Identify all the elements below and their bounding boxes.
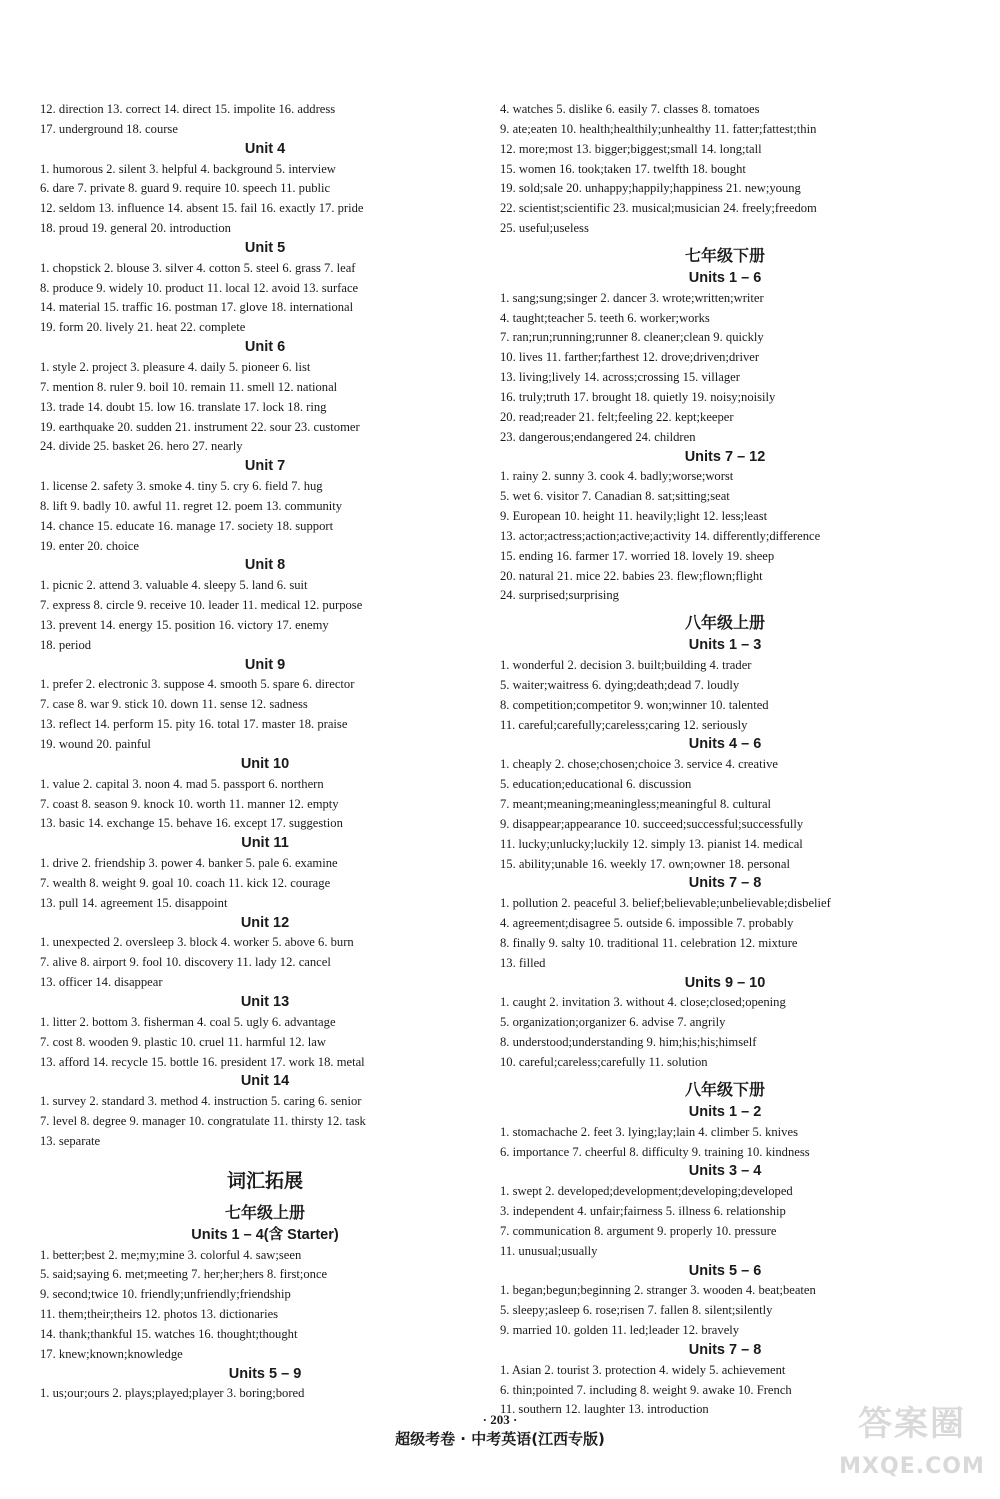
vocab-line: 17. underground 18. course (40, 121, 178, 136)
vocab-line: 20. natural 21. mice 22. babies 23. flew;flown;flight (500, 568, 763, 583)
vocab-line: 1. unexpected 2. oversleep 3. block 4. worker 5. above 6. burn (40, 935, 354, 950)
unit-heading: Units 7 – 12 (684, 448, 766, 465)
vocab-line: 9. European 10. height 11. heavily;light 12. less;least (500, 509, 768, 524)
vocab-line: 1. chopstick 2. blouse 3. silver 4. cotton 5. steel 6. grass 7. leaf (40, 260, 356, 275)
vocab-line: 7. ran;run;running;runner 8. cleaner;clean 9. quickly (500, 330, 764, 345)
vocab-line: 12. more;most 13. bigger;biggest;small 14. long;tall (500, 141, 762, 156)
vocab-line: 7. wealth 8. weight 9. goal 10. coach 11. kick 12. courage (40, 875, 331, 890)
vocab-line: 16. truly;truth 17. brought 18. quietly 19. noisy;noisily (500, 389, 776, 404)
vocab-line: 5. education;educational 6. discussion (500, 777, 692, 792)
watermark-text: 答案圈 (858, 1404, 966, 1444)
vocab-line: 1. survey 2. standard 3. method 4. instruction 5. caring 6. senior (40, 1094, 362, 1109)
vocab-line: 9. second;twice 10. friendly;unfriendly;friendship (40, 1287, 291, 1302)
vocab-line: 13. prevent 14. energy 15. position 16. victory 17. enemy (40, 617, 329, 632)
right-column (500, 100, 950, 1420)
vocab-line: 19. enter 20. choice (40, 538, 139, 553)
watermark-site: MXQE.COM (839, 1454, 985, 1479)
vocab-line: 8. produce 9. widely 10. product 11. local 12. avoid 13. surface (40, 280, 359, 295)
vocab-line: 14. thank;thankful 15. watches 16. thought;thought (40, 1326, 298, 1341)
vocab-line: 23. dangerous;endangered 24. children (500, 429, 696, 444)
vocab-line: 13. living;lively 14. across;crossing 15. villager (500, 370, 740, 385)
vocab-line: 15. ending 16. farmer 17. worried 18. lovely 19. sheep (500, 548, 775, 563)
vocab-line: 1. swept 2. developed;development;developing;developed (500, 1184, 793, 1199)
unit-heading: Units 1 – 2 (688, 1103, 762, 1120)
grade-heading: 七年级下册 (684, 245, 765, 265)
vocab-line: 13. basic 14. exchange 15. behave 16. except 17. suggestion (40, 816, 343, 831)
vocab-line: 6. importance 7. cheerful 8. difficulty 9. training 10. kindness (500, 1144, 810, 1159)
vocab-line: 19. wound 20. painful (40, 737, 151, 751)
vocab-line: 1. wonderful 2. decision 3. built;building 4. trader (500, 658, 752, 673)
vocab-line: 7. express 8. circle 9. receive 10. leader 11. medical 12. purpose (40, 598, 363, 613)
vocab-line: 1. sang;sung;singer 2. dancer 3. wrote;written;writer (500, 290, 764, 305)
vocab-line: 7. case 8. war 9. stick 10. down 11. sense 12. sadness (40, 697, 308, 712)
vocab-line: 6. thin;pointed 7. including 8. weight 9. awake 10. French (500, 1382, 792, 1397)
unit-heading: Unit 6 (244, 339, 286, 356)
unit-heading: Units 3 – 4 (688, 1163, 762, 1180)
vocab-line: 22. scientist;scientific 23. musical;musician 24. freely;freedom (500, 201, 817, 216)
vocab-line: 15. women 16. took;taken 17. twelfth 18. bought (500, 161, 746, 176)
vocab-line: 5. said;saying 6. met;meeting 7. her;her;hers 8. first;once (40, 1267, 328, 1282)
page-number: · 203 · (482, 1412, 518, 1427)
vocab-line: 13. separate (40, 1133, 101, 1148)
vocab-line: 1. cheaply 2. chose;chosen;choice 3. service 4. creative (500, 757, 778, 772)
vocab-line: 6. dare 7. private 8. guard 9. require 10. speech 11. public (40, 181, 331, 196)
watermark-logo (832, 1396, 992, 1492)
vocab-line: 13. actor;actress;action;active;activity 14. differently;difference (500, 528, 821, 543)
grade-heading: 七年级上册 (224, 1202, 305, 1222)
unit-heading: Units 1 – 4(含 Starter) (191, 1226, 339, 1243)
grade-heading: 八年级上册 (684, 613, 765, 633)
vocab-line: 7. coast 8. season 9. knock 10. worth 11. manner 12. empty (40, 796, 339, 811)
vocab-line: 18. period (40, 637, 92, 652)
vocab-line: 13. pull 14. agreement 15. disappoint (40, 895, 228, 910)
vocab-line: 19. form 20. lively 21. heat 22. complete (40, 320, 246, 335)
vocab-line: 8. competition;competitor 9. won;winner 10. talented (500, 697, 769, 712)
vocab-line: 7. level 8. degree 9. manager 10. congratulate 11. thirsty 12. task (40, 1114, 366, 1129)
vocab-line: 7. cost 8. wooden 9. plastic 10. cruel 11. harmful 12. law (40, 1034, 326, 1049)
vocab-line: 9. disappear;appearance 10. succeed;successful;successfully (500, 816, 804, 831)
vocab-line: 11. southern 12. laughter 13. introduction (500, 1402, 709, 1417)
vocab-line: 5. sleepy;asleep 6. rose;risen 7. fallen 8. silent;silently (500, 1303, 773, 1318)
unit-heading: Units 4 – 6 (688, 736, 762, 753)
vocab-line: 14. chance 15. educate 16. manage 17. society 18. support (40, 518, 334, 533)
vocab-line: 18. proud 19. general 20. introduction (40, 221, 231, 236)
unit-heading: Units 1 – 6 (688, 269, 762, 286)
vocab-line: 1. litter 2. bottom 3. fisherman 4. coal 5. ugly 6. advantage (40, 1014, 336, 1029)
left-column (40, 100, 490, 1404)
vocab-line: 1. prefer 2. electronic 3. suppose 4. smooth 5. spare 6. director (40, 677, 355, 692)
vocab-line: 24. surprised;surprising (500, 588, 619, 603)
vocab-line: 13. officer 14. disappear (40, 975, 163, 990)
vocab-line: 25. useful;useless (500, 221, 589, 236)
unit-heading: Units 5 – 6 (688, 1262, 762, 1279)
vocab-line: 8. finally 9. salty 10. traditional 11. celebration 12. mixture (500, 935, 798, 950)
unit-heading: Units 7 – 8 (688, 875, 762, 892)
vocab-line: 15. ability;unable 16. weekly 17. own;owner 18. personal (500, 856, 790, 871)
unit-heading: Unit 14 (240, 1073, 290, 1090)
vocab-line: 1. picnic 2. attend 3. valuable 4. sleepy 5. land 6. suit (40, 578, 308, 593)
vocab-line: 1. pollution 2. peaceful 3. belief;believable;unbelievable;disbelief (500, 896, 831, 911)
vocab-line: 1. better;best 2. me;my;mine 3. colorful 4. saw;seen (40, 1247, 302, 1262)
vocab-line: 1. caught 2. invitation 3. without 4. close;closed;opening (500, 995, 786, 1010)
unit-heading: Unit 4 (244, 140, 286, 157)
vocab-line: 10. careful;careless;carefully 11. solution (500, 1054, 708, 1069)
vocab-line: 9. married 10. golden 11. led;leader 12. bravely (500, 1323, 740, 1338)
vocab-line: 1. humorous 2. silent 3. helpful 4. background 5. interview (40, 161, 336, 176)
unit-heading: Unit 8 (244, 557, 286, 574)
unit-heading: Units 5 – 9 (228, 1365, 302, 1382)
vocab-line: 19. earthquake 20. sudden 21. instrument 22. sour 23. customer (40, 419, 360, 434)
unit-heading: Unit 12 (240, 914, 290, 931)
vocab-line: 19. sold;sale 20. unhappy;happily;happiness 21. new;young (500, 181, 801, 196)
vocab-line: 13. reflect 14. perform 15. pity 16. total 17. master 18. praise (40, 717, 348, 732)
vocab-line: 1. stomachache 2. feet 3. lying;lay;lain 4. climber 5. knives (500, 1124, 798, 1139)
unit-heading: Units 9 – 10 (684, 974, 766, 991)
vocab-line: 12. direction 13. correct 14. direct 15. impolite 16. address (40, 102, 336, 116)
vocab-line: 10. lives 11. farther;farthest 12. drove;driven;driver (500, 350, 760, 365)
grade-heading: 八年级下册 (684, 1079, 765, 1099)
vocab-line: 5. wet 6. visitor 7. Canadian 8. sat;sitting;seat (500, 489, 730, 504)
vocab-line: 1. drive 2. friendship 3. power 4. banker 5. pale 6. examine (40, 856, 338, 871)
vocab-line: 1. license 2. safety 3. smoke 4. tiny 5. cry 6. field 7. hug (40, 479, 323, 494)
vocab-line: 13. afford 14. recycle 15. bottle 16. president 17. work 18. metal (40, 1054, 365, 1069)
vocab-line: 8. lift 9. badly 10. awful 11. regret 12. poem 13. community (40, 498, 343, 513)
unit-heading: Unit 13 (240, 993, 290, 1010)
vocab-line: 14. material 15. traffic 16. postman 17. glove 18. international (40, 300, 354, 315)
vocab-line: 7. mention 8. ruler 9. boil 10. remain 11. smell 12. national (40, 379, 338, 394)
unit-heading: Unit 11 (241, 835, 289, 852)
unit-heading: Unit 7 (244, 458, 286, 475)
unit-heading: Unit 5 (244, 239, 286, 256)
vocab-line: 1. rainy 2. sunny 3. cook 4. badly;worse;worst (500, 469, 734, 484)
vocab-line: 4. taught;teacher 5. teeth 6. worker;works (500, 310, 710, 325)
vocab-line: 7. alive 8. airport 9. fool 10. discovery 11. lady 12. cancel (40, 955, 331, 970)
unit-heading: Unit 10 (240, 755, 290, 772)
book-title: 超级考卷 · 中考英语(江西专版) (395, 1430, 605, 1448)
unit-heading: Unit 9 (244, 656, 286, 673)
vocab-line: 5. organization;organizer 6. advise 7. angrily (500, 1015, 726, 1030)
vocab-line: 1. began;begun;beginning 2. stranger 3. wooden 4. beat;beaten (500, 1283, 816, 1298)
vocab-line: 8. understood;understanding 9. him;his;his;himself (500, 1035, 757, 1050)
vocab-line: 1. Asian 2. tourist 3. protection 4. widely 5. achievement (500, 1362, 786, 1377)
vocab-line: 24. divide 25. basket 26. hero 27. nearly (40, 439, 243, 454)
vocab-line: 13. trade 14. doubt 15. low 16. translate 17. lock 18. ring (40, 399, 327, 414)
vocab-line: 20. read;reader 21. felt;feeling 22. kept;keeper (500, 409, 734, 424)
vocab-line: 4. watches 5. dislike 6. easily 7. classes 8. tomatoes (500, 102, 760, 116)
vocab-line: 7. meant;meaning;meaningless;meaningful 8. cultural (500, 797, 772, 811)
unit-heading: Units 1 – 3 (688, 637, 762, 654)
vocab-line: 17. knew;known;knowledge (40, 1346, 183, 1361)
unit-heading: Units 7 – 8 (688, 1341, 762, 1358)
vocab-line: 3. independent 4. unfair;fairness 5. illness 6. relationship (500, 1204, 786, 1219)
vocab-line: 7. communication 8. argument 9. properly 10. pressure (500, 1223, 777, 1238)
vocab-line: 9. ate;eaten 10. health;healthily;unhealthy 11. fatter;fattest;thin (500, 121, 817, 136)
vocab-line: 1. style 2. project 3. pleasure 4. daily 5. pioneer 6. list (40, 359, 311, 374)
vocab-line: 13. filled (500, 955, 546, 970)
vocab-line: 1. us;our;ours 2. plays;played;player 3. boring;bored (40, 1386, 305, 1401)
section-heading: 词汇拓展 (226, 1169, 303, 1192)
vocab-line: 11. careful;carefully;careless;caring 12. seriously (500, 717, 748, 732)
vocab-line: 11. them;their;theirs 12. photos 13. dictionaries (40, 1307, 279, 1322)
vocab-line: 11. unusual;usually (500, 1243, 598, 1258)
vocab-line: 11. lucky;unlucky;luckily 12. simply 13. pianist 14. medical (500, 836, 803, 851)
vocab-line: 1. value 2. capital 3. noon 4. mad 5. passport 6. northern (40, 776, 324, 791)
vocab-line: 12. seldom 13. influence 14. absent 15. fail 16. exactly 17. pride (40, 201, 364, 216)
vocab-line: 5. waiter;waitress 6. dying;death;dead 7. loudly (500, 677, 740, 692)
vocab-line: 4. agreement;disagree 5. outside 6. impossible 7. probably (500, 916, 794, 931)
